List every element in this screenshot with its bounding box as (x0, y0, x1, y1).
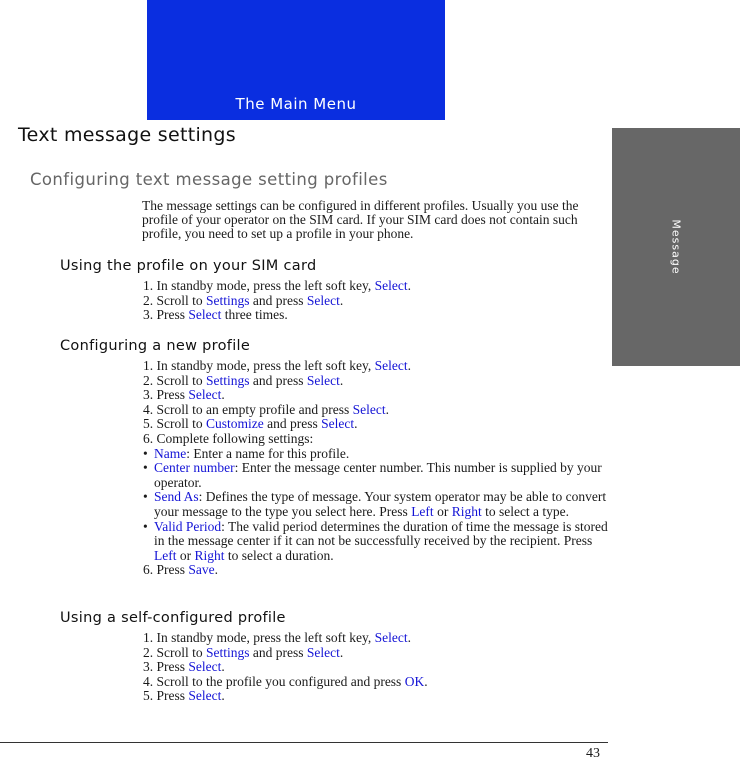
step-text: . (354, 416, 358, 432)
keyword: Settings (206, 292, 250, 308)
keyword: Right (451, 503, 482, 519)
keyword: Select (188, 307, 222, 323)
new-profile-steps (143, 359, 608, 578)
keyword: Select (188, 387, 222, 403)
keyword: Send As (154, 489, 199, 505)
step-text: 6. Complete following settings: (143, 430, 314, 446)
page-number: 43 (586, 746, 600, 761)
bullet-icon: • (143, 518, 148, 534)
bullet-icon: • (143, 489, 148, 505)
step-text: : Defines the type of message. Your system operator may be able to convert your message to the type you select here. Press (154, 489, 607, 519)
step-text: 3. Press (143, 387, 189, 403)
step-text: and press (249, 372, 307, 388)
step-item (143, 308, 608, 323)
step-text: 5. Scroll to (143, 416, 206, 432)
keyword: Left (411, 503, 434, 519)
step-text: to select a duration. (224, 547, 334, 563)
step-item (143, 689, 608, 704)
subsection-title: Configuring text message setting profiles (30, 170, 388, 189)
heading-self-profile: Using a self-configured profile (60, 610, 286, 626)
setting-item (143, 490, 608, 519)
setting-item (143, 461, 608, 490)
keyword: Settings (206, 372, 250, 388)
step-item (143, 279, 608, 294)
side-tab (612, 128, 740, 366)
keyword: OK (404, 673, 425, 689)
step-text: : Enter the message center number. This number is supplied by your operator. (154, 460, 602, 490)
keyword: Left (154, 547, 177, 563)
step-text: : Enter a name for this profile. (186, 445, 350, 461)
step-text: . (221, 688, 225, 704)
step-text: . (385, 401, 389, 417)
setting-item (143, 520, 608, 564)
step-item (143, 359, 608, 374)
bullet-icon: • (143, 445, 148, 461)
step-text: 2. Scroll to (143, 644, 206, 660)
setting-item (143, 447, 608, 462)
step-text: 6. Press (143, 562, 189, 578)
step-item (143, 563, 608, 578)
step-text: 1. In standby mode, press the left soft key, (143, 630, 375, 645)
step-text: . (339, 644, 344, 660)
step-item (143, 660, 608, 675)
keyword: Customize (206, 416, 264, 432)
step-text: 1. In standby mode, press the left soft key, (143, 358, 375, 373)
keyword: Name (154, 445, 187, 461)
keyword: Select (321, 416, 355, 432)
step-item (143, 374, 608, 389)
step-item (143, 432, 608, 447)
step-item (143, 388, 608, 403)
header-title: The Main Menu (235, 95, 357, 113)
step-text: and press (249, 292, 307, 308)
step-text: 4. Scroll to an empty profile and press (143, 401, 353, 417)
step-item (143, 417, 608, 432)
step-text: three times. (221, 307, 288, 323)
section-title: Text message settings (18, 124, 236, 146)
keyword: Center number (154, 460, 235, 476)
step-text: and press (249, 644, 307, 660)
step-item (143, 403, 608, 418)
keyword: Select (306, 372, 340, 388)
keyword: Select (374, 358, 408, 373)
step-text: : The valid period determines the duration of time the message is stored in the message center if it can not be successfully received by the recipient. Press (154, 518, 608, 549)
step-text: . (221, 659, 225, 675)
step-text: . (407, 630, 411, 645)
step-text: 4. Scroll to the profile you configured and press (143, 673, 405, 689)
step-text: . (407, 358, 411, 373)
step-text: . (214, 562, 219, 578)
step-text: or (433, 503, 452, 519)
step-text: 3. Press (143, 659, 189, 675)
step-item (143, 294, 608, 309)
heading-new-profile: Configuring a new profile (60, 338, 251, 354)
keyword: Select (306, 644, 340, 660)
step-text: or (176, 547, 195, 563)
step-text: . (221, 387, 225, 403)
step-text: 5. Press (143, 688, 189, 704)
keyword: Select (188, 659, 222, 675)
keyword: Select (374, 278, 408, 293)
header-banner (147, 0, 445, 120)
keyword: Settings (206, 644, 250, 660)
step-text: 3. Press (143, 307, 189, 323)
keyword: Right (194, 547, 225, 563)
self-profile-steps (143, 631, 608, 704)
keyword: Select (352, 401, 386, 417)
step-text: . (339, 372, 344, 388)
step-item (143, 631, 608, 646)
footer-rule (0, 742, 608, 743)
keyword: Select (306, 292, 340, 308)
keyword: Select (374, 630, 408, 645)
keyword: Valid Period (154, 518, 222, 534)
step-text: . (339, 292, 344, 308)
step-item (143, 675, 608, 690)
heading-sim-profile: Using the profile on your SIM card (60, 258, 317, 274)
step-text: . (424, 673, 428, 689)
step-item (143, 646, 608, 661)
step-text: to select a type. (481, 503, 570, 519)
side-tab-label: Message (669, 219, 683, 275)
keyword: Save (188, 562, 215, 578)
step-text: 2. Scroll to (143, 372, 206, 388)
step-text: . (407, 278, 411, 293)
sim-profile-steps (143, 279, 608, 323)
step-text: 2. Scroll to (143, 292, 206, 308)
step-text: and press (263, 416, 322, 432)
bullet-icon: • (143, 460, 148, 476)
step-text: 1. In standby mode, press the left soft key, (143, 278, 375, 293)
intro-paragraph: The message settings can be configured in different profiles. Usually you use the profile of your operator on the SIM card. If your SIM card does not contain such profile, you need to set up a profile in your phone. (142, 198, 579, 241)
keyword: Select (188, 688, 222, 704)
